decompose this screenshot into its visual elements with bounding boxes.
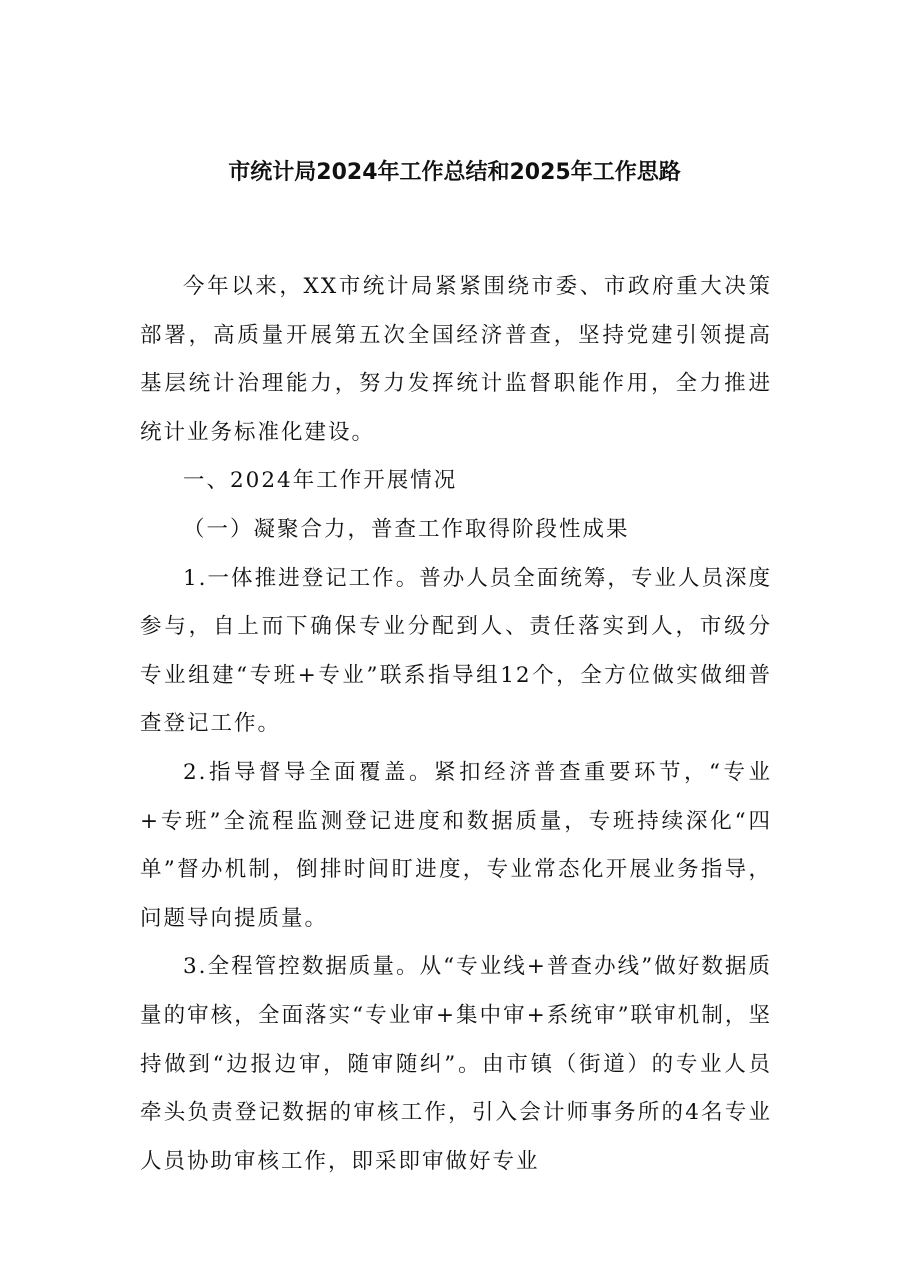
intro-paragraph: 今年以来，XX市统计局紧紧围绕市委、市政府重大决策部署，高质量开展第五次全国经济普查，坚持党建引领提高基层统计治理能力，努力发挥统计监督职能作用，全力推进统计业务标准化建设。 <box>140 274 772 445</box>
item-paragraph-3: 3.全程管控数据质量。从“专业线+普查办线”做好数据质量的审核，全面落实“专业审+集中审+系统审”联审机制，坚持做到“边报边审，随审随纠”。由市镇（街道）的专业人员牵头负责登记数据的审核工作，引入会计师事务所的4名专业人员协助审核工作，即采即审做好专业 <box>140 954 772 1174</box>
document-title: 市统计局2024年工作总结和2025年工作思路 <box>228 160 681 185</box>
item-paragraph-1: 1.一体推进登记工作。普办人员全面统筹，专业人员深度参与，自上而下确保专业分配到人、责任落实到人，市级分专业组建“专班+专业”联系指导组12个，全方位做实做细普查登记工作。 <box>140 565 772 737</box>
subsection-heading-census: （一）凝聚合力，普查工作取得阶段性成果 <box>183 516 630 542</box>
section-heading-2024-work: 一、2024年工作开展情况 <box>183 468 458 494</box>
document-body <box>140 263 772 1186</box>
item-paragraph-2: 2.指导督导全面覆盖。紧扣经济普查重要环节，“专业+专班”全流程监测登记进度和数据质量，专班持续深化“四单”督办机制，倒排时间盯进度，专业常态化开展业务指导，问题导向提质量。 <box>140 759 772 931</box>
